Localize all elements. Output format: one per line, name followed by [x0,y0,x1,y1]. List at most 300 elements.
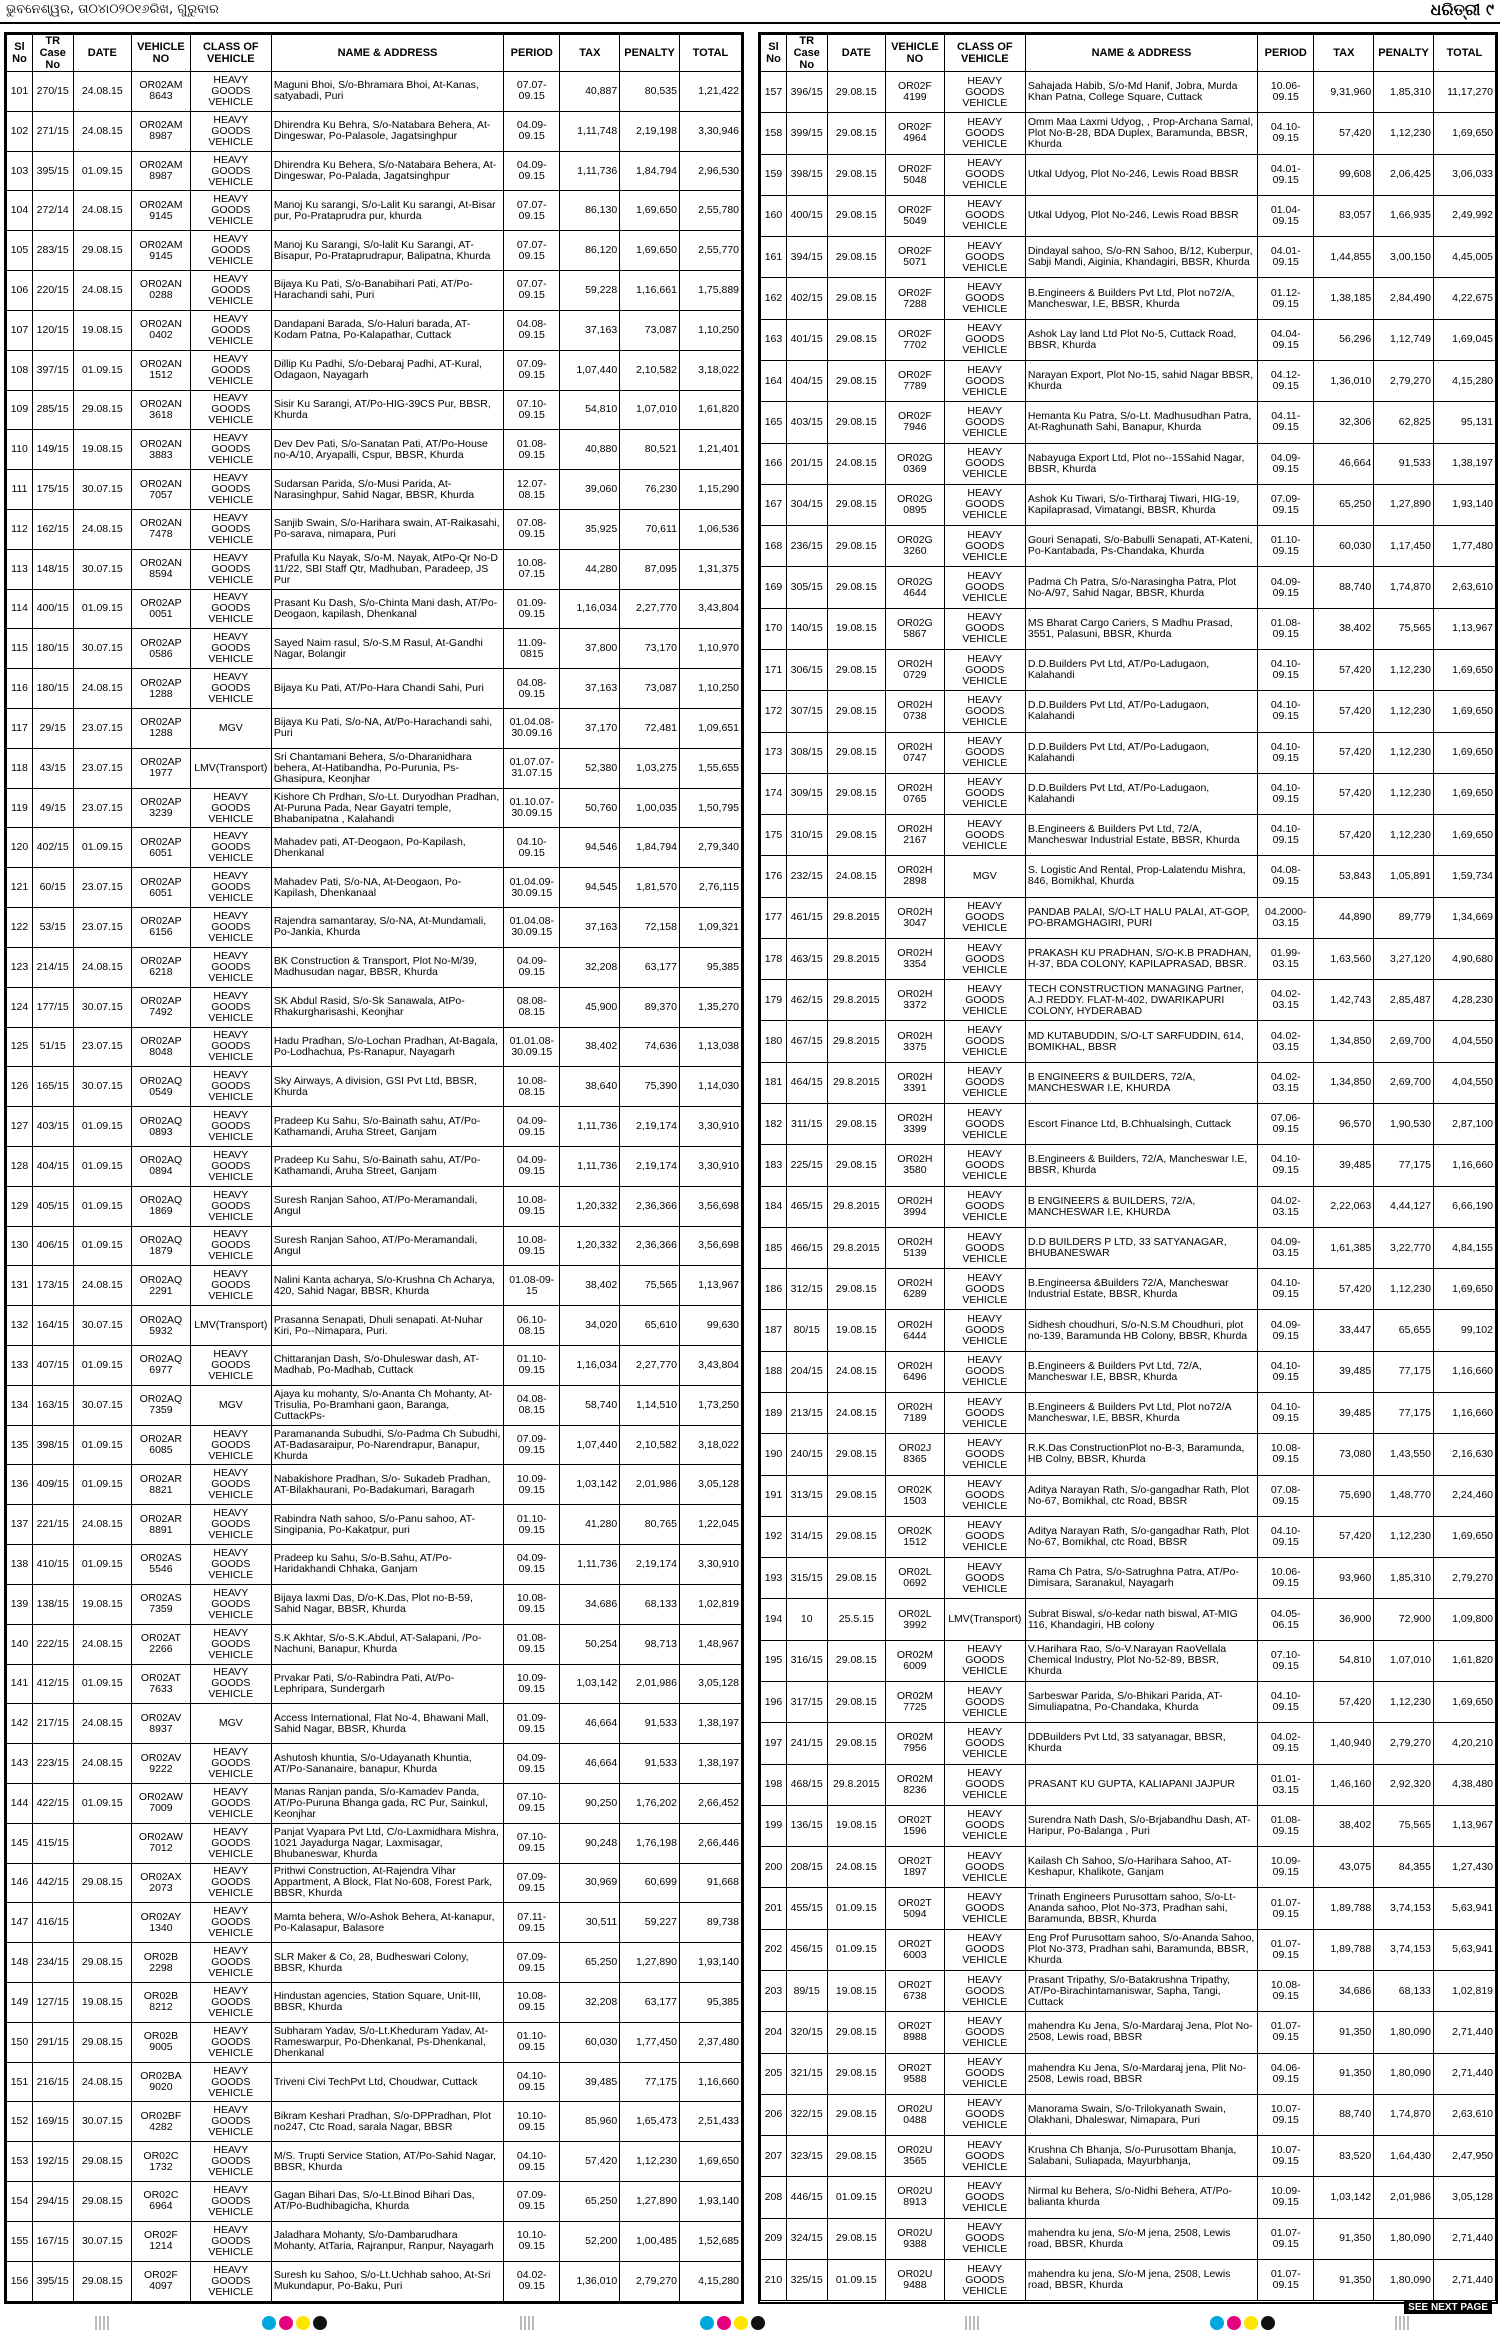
cell-vehicle-no: OR02H 6496 [886,1351,945,1392]
cell-sl-no: 202 [761,1929,787,1970]
cell-penalty: 1,14,510 [620,1385,680,1425]
cell-total: 4,15,280 [679,2261,741,2301]
cell-sl-no: 122 [7,908,33,948]
cell-vehicle-class: LMV(Transport) [190,748,271,788]
cell-vehicle-no: OR02AN 3883 [132,430,191,470]
cell-period: 10.08-09.15 [504,1186,560,1226]
cell-tax: 45,900 [560,987,620,1027]
cell-period: 07.09-09.15 [504,1425,560,1465]
cell-vehicle-class: HEAVY GOODS VEHICLE [190,908,271,948]
cell-tax: 1,11,736 [560,151,620,191]
cell-name-address: Trinath Engineers Purusottam sahoo, S/o-Lt-Ananda sahoo, Plot No-373, Pradhan sahi, Baramunda, BBSR, Khurda [1025,1888,1257,1929]
cell-name-address: mahendra Ku Jena, S/o-Mardaraj Jena, Plot No-2508, Lewis road, BBSR [1025,2012,1257,2053]
cell-penalty: 1,80,090 [1374,2012,1434,2053]
cell-name-address: Sisir Ku Sarangi, AT/Po-HIG-39CS Pur, BBSR, Khurda [271,390,503,430]
cell-name-address: PANDAB PALAI, S/O-LT HALU PALAI, AT-GOP, PO-BRAMGHAGIRI, PURI [1025,897,1257,938]
cell-name-address: TECH CONSTRUCTION MANAGING Partner, A.J REDDY. FLAT-M-402, DWARIKAPURI COLONY, HYDERABAD [1025,980,1257,1021]
cell-tax: 90,248 [560,1823,620,1863]
table-row [761,2094,1496,2135]
cell-vehicle-no: OR02F 4199 [886,72,945,113]
table-row [761,2136,1496,2177]
cell-sl-no: 180 [761,1021,787,1062]
cell-penalty: 2,85,487 [1374,980,1434,1021]
cell-vehicle-class: HEAVY GOODS VEHICLE [944,526,1025,567]
cell-vehicle-class: HEAVY GOODS VEHICLE [190,788,271,828]
cell-name-address: Manoj Ku sarangi, S/o-Lalit Ku sarangi, At-Bisar pur, Po-Prataprudra pur, khurda [271,191,503,231]
cell-tax: 1,07,440 [560,1425,620,1465]
cell-total: 1,21,422 [679,72,741,112]
cell-penalty: 65,610 [620,1306,680,1346]
cell-tax: 1,36,010 [1314,360,1374,401]
cell-name-address: Suresh Ranjan Sahoo, AT/Po-Meramandali, Angul [271,1226,503,1266]
cell-period: 01.10-09.15 [504,1346,560,1386]
cell-name-address: Kishore Ch Prdhan, S/o-Lt. Duryodhan Pradhan, At-Puruna Pada, Near Gayatri temple, Bhabanipatna , Kalahandi [271,788,503,828]
cell-vehicle-no: OR02AQ 6977 [132,1346,191,1386]
cell-date: 24.08.15 [73,111,132,151]
cell-vehicle-no: OR02H 3047 [886,897,945,938]
cell-vehicle-class: HEAVY GOODS VEHICLE [944,1681,1025,1722]
cell-date: 01.09.15 [73,1186,132,1226]
cell-sl-no: 199 [761,1805,787,1846]
cell-tax: 60,030 [560,2022,620,2062]
cell-vehicle-class: HEAVY GOODS VEHICLE [190,1027,271,1067]
cell-tax: 46,664 [560,1744,620,1784]
cell-tax: 1,34,850 [1314,1021,1374,1062]
cell-period: 01.08-09.15 [504,1624,560,1664]
header-tax: TAX [560,35,620,72]
cell-tax: 34,686 [560,1584,620,1624]
cell-vehicle-class: HEAVY GOODS VEHICLE [190,1505,271,1545]
cell-penalty: 72,900 [1374,1599,1434,1640]
cell-vehicle-no: OR02AQ 0894 [132,1146,191,1186]
cell-period: 04.10-09.15 [1258,732,1314,773]
cell-sl-no: 138 [7,1545,33,1585]
cell-tax: 94,545 [560,868,620,908]
cyan-dot-icon [1210,2316,1224,2330]
table-row [7,2182,742,2222]
cell-tax: 35,925 [560,509,620,549]
cell-vehicle-no: OR02AP 8048 [132,1027,191,1067]
cell-total: 1,55,655 [679,748,741,788]
cell-name-address: Manas Ranjan panda, S/o-Kamadev Panda, AT/Po-Puruna Bhanga gada, RC Pur, Sainkul, Keonjhar [271,1783,503,1823]
cell-period: 01.10.07-30.09.15 [504,788,560,828]
cell-period: 10.09-09.15 [1258,2177,1314,2218]
cell-date: 29.08.15 [827,2218,886,2259]
cyan-dot-icon [700,2316,714,2330]
cell-period: 01.08-09.15 [1258,608,1314,649]
table-row [7,191,742,231]
table-row [761,1186,1496,1227]
cell-total: 3,30,910 [679,1545,741,1585]
cell-vehicle-class: HEAVY GOODS VEHICLE [190,987,271,1027]
cell-period: 04.01-09.15 [1258,154,1314,195]
cell-period: 04.10-09.15 [504,2062,560,2102]
cell-tr-case-no: 175/15 [32,470,73,510]
cell-vehicle-class: HEAVY GOODS VEHICLE [944,1062,1025,1103]
cell-sl-no: 156 [7,2261,33,2301]
table-row [7,748,742,788]
table-row [761,237,1496,278]
cell-date: 29.08.15 [827,1516,886,1557]
cell-total: 1,61,820 [679,390,741,430]
cell-date: 01.09.15 [827,1888,886,1929]
table-row [761,1310,1496,1351]
cell-sl-no: 123 [7,947,33,987]
cell-period: 01.04.08-30.09.15 [504,908,560,948]
cell-penalty: 2,36,366 [620,1186,680,1226]
cell-vehicle-no: OR02AM 8643 [132,72,191,112]
cell-tr-case-no: 400/15 [786,195,827,236]
cell-sl-no: 203 [761,1970,787,2011]
cell-name-address: Mahadev pati, AT-Deogaon, Po-Kapilash, Dhenkanal [271,828,503,868]
cell-tr-case-no: 241/15 [786,1723,827,1764]
cell-date: 30.07.15 [73,1385,132,1425]
cell-sl-no: 144 [7,1783,33,1823]
table-row [7,390,742,430]
cell-tax: 1,63,560 [1314,938,1374,979]
cell-sl-no: 172 [761,691,787,732]
cell-date: 23.07.15 [73,709,132,749]
cell-penalty: 68,133 [620,1584,680,1624]
table-row [761,1558,1496,1599]
cell-tr-case-no: 80/15 [786,1310,827,1351]
cell-penalty: 1,16,661 [620,271,680,311]
cell-date: 29.08.15 [827,1145,886,1186]
cell-date: 19.08.15 [827,608,886,649]
cell-penalty: 77,175 [1374,1393,1434,1434]
cell-sl-no: 205 [761,2053,787,2094]
cell-name-address: Omm Maa Laxmi Udyog, , Prop-Archana Samal, Plot No-B-28, BDA Duplex, Baramunda, BBSR, Khurda [1025,113,1257,154]
cell-vehicle-no: OR02M 6009 [886,1640,945,1681]
cell-total: 1,38,197 [679,1744,741,1784]
cell-penalty: 1,81,570 [620,868,680,908]
cell-date: 24.08.15 [73,509,132,549]
cell-total: 1,09,800 [1433,1599,1495,1640]
cell-tax: 1,07,440 [560,350,620,390]
cell-vehicle-no: OR02H 2898 [886,856,945,897]
cell-date: 01.09.15 [73,589,132,629]
cell-date: 19.08.15 [73,430,132,470]
cell-vehicle-class: HEAVY GOODS VEHICLE [944,2053,1025,2094]
cell-tr-case-no: 53/15 [32,908,73,948]
cell-tr-case-no: 402/15 [32,828,73,868]
header-sl-no: Sl No [761,35,787,72]
cell-period: 04.09-09.15 [504,1107,560,1147]
cell-name-address: Eng Prof Purusottam sahoo, S/o-Ananda Sahoo, Plot No-373, Pradhan sahi, Baramunda, BBSR, Khurda [1025,1929,1257,1970]
cell-total: 1,13,967 [1433,1805,1495,1846]
cell-name-address: MD KUTABUDDIN, S/O-LT SARFUDDIN, 614, BOMIKHAL, BBSR [1025,1021,1257,1062]
cell-tr-case-no: 140/15 [786,608,827,649]
cell-vehicle-class: HEAVY GOODS VEHICLE [944,484,1025,525]
cell-tr-case-no: 442/15 [32,1863,73,1903]
cell-total: 1,02,819 [1433,1970,1495,2011]
cell-period: 04.09-09.15 [504,1545,560,1585]
cell-penalty: 91,533 [1374,443,1434,484]
cell-vehicle-class: HEAVY GOODS VEHICLE [190,1266,271,1306]
cell-vehicle-no: OR02T 1897 [886,1847,945,1888]
cell-tr-case-no: 291/15 [32,2022,73,2062]
cell-sl-no: 140 [7,1624,33,1664]
cell-period: 07.10-09.15 [504,1783,560,1823]
cell-period: 07.10-09.15 [1258,1640,1314,1681]
cell-tax: 65,250 [1314,484,1374,525]
cell-vehicle-no: OR02U 0488 [886,2094,945,2135]
cell-tr-case-no: 316/15 [786,1640,827,1681]
cell-vehicle-no: OR02AQ 1879 [132,1226,191,1266]
cell-vehicle-class: HEAVY GOODS VEHICLE [190,430,271,470]
cell-tr-case-no: 213/15 [786,1393,827,1434]
cell-period: 04.06-09.15 [1258,2053,1314,2094]
cell-sl-no: 159 [761,154,787,195]
cell-date: 23.07.15 [73,1027,132,1067]
cell-vehicle-class: HEAVY GOODS VEHICLE [944,1805,1025,1846]
cell-vehicle-class: HEAVY GOODS VEHICLE [944,1434,1025,1475]
cell-tr-case-no: 43/15 [32,748,73,788]
cell-vehicle-class: HEAVY GOODS VEHICLE [944,443,1025,484]
cell-vehicle-class: HEAVY GOODS VEHICLE [190,1425,271,1465]
cell-vehicle-class: MGV [190,1385,271,1425]
cell-tax: 37,163 [560,310,620,350]
cell-penalty: 1,12,230 [1374,1681,1434,1722]
cell-penalty: 1,80,090 [1374,2218,1434,2259]
cell-vehicle-class: HEAVY GOODS VEHICLE [190,1226,271,1266]
cell-total: 4,20,210 [1433,1723,1495,1764]
cell-vehicle-no: OR02M 7725 [886,1681,945,1722]
cell-sl-no: 191 [761,1475,787,1516]
table-row [7,1425,742,1465]
header-tr-case-no: TR Case No [786,35,827,72]
cell-penalty: 1,12,230 [1374,773,1434,814]
cell-sl-no: 121 [7,868,33,908]
cell-vehicle-no: OR02G 0369 [886,443,945,484]
cell-vehicle-class: HEAVY GOODS VEHICLE [190,271,271,311]
cell-tr-case-no: 225/15 [786,1145,827,1186]
cell-date: 01.09.15 [73,1664,132,1704]
table-row [7,1983,742,2023]
cell-total: 1,16,660 [1433,1351,1495,1392]
cell-tax: 30,969 [560,1863,620,1903]
table-row [7,1903,742,1943]
cell-penalty: 2,92,320 [1374,1764,1434,1805]
cell-penalty: 2,19,174 [620,1107,680,1147]
cell-total: 1,15,290 [679,470,741,510]
cell-tax: 1,11,736 [560,1545,620,1585]
cell-vehicle-class: HEAVY GOODS VEHICLE [190,191,271,231]
cell-total: 1,10,970 [679,629,741,669]
cell-period: 10.06-09.15 [1258,1558,1314,1599]
cell-name-address: Manorama Swain, S/o-Trilokyanath Swain, Olakhani, Dhaleswar, Nimapara, Puri [1025,2094,1257,2135]
cell-tr-case-no: 148/15 [32,549,73,589]
cell-total: 2,63,610 [1433,567,1495,608]
cell-date: 29.08.15 [827,484,886,525]
cell-name-address: Nabakishore Pradhan, S/o- Sukadeb Pradhan, AT-Bilakhaurani, Po-Badakumari, Baragarh [271,1465,503,1505]
table-row [761,1599,1496,1640]
cell-total: 1,93,140 [1433,484,1495,525]
cell-vehicle-no: OR02T 6738 [886,1970,945,2011]
cell-date: 25.5.15 [827,1599,886,1640]
cell-vehicle-class: HEAVY GOODS VEHICLE [944,1516,1025,1557]
cell-total: 11,17,270 [1433,72,1495,113]
cell-period: 04.10-09.15 [1258,1516,1314,1557]
cell-name-address: Sky Airways, A division, GSI Pvt Ltd, BBSR, Khurda [271,1067,503,1107]
cell-date: 29.08.15 [827,1681,886,1722]
cell-sl-no: 126 [7,1067,33,1107]
cell-vehicle-no: OR02H 5139 [886,1227,945,1268]
cell-total: 2,63,610 [1433,2094,1495,2135]
cell-penalty: 62,825 [1374,402,1434,443]
cell-vehicle-no: OR02AY 1340 [132,1903,191,1943]
cell-name-address: R.K.Das ConstructionPlot no-B-3, Baramunda, HB Colny, BBSR, Khurda [1025,1434,1257,1475]
cell-vehicle-class: HEAVY GOODS VEHICLE [944,1021,1025,1062]
cell-tr-case-no: 396/15 [786,72,827,113]
table-row [7,709,742,749]
cell-period: 01.99-03.15 [1258,938,1314,979]
cell-sl-no: 104 [7,191,33,231]
cell-sl-no: 128 [7,1146,33,1186]
cell-tax: 39,485 [1314,1145,1374,1186]
cell-tax: 65,250 [560,2182,620,2222]
cell-name-address: mahendra ku jena, S/o-M jena, 2508, Lewis road, BBSR, Khurda [1025,2259,1257,2300]
cell-total: 1,69,650 [1433,773,1495,814]
cell-vehicle-no: OR02U 9488 [886,2259,945,2300]
header-vehicle-no: VEHICLE NO [132,35,191,72]
cell-tax: 39,485 [560,2062,620,2102]
cell-vehicle-no: OR02AQ 0893 [132,1107,191,1147]
cell-vehicle-no: OR02AP 6156 [132,908,191,948]
cell-period: 04.10-09.15 [1258,1145,1314,1186]
cell-total: 3,18,022 [679,350,741,390]
cell-vehicle-class: HEAVY GOODS VEHICLE [944,237,1025,278]
cell-penalty: 84,355 [1374,1847,1434,1888]
cell-vehicle-no: OR02AP 0051 [132,589,191,629]
cell-vehicle-class: HEAVY GOODS VEHICLE [944,1929,1025,1970]
cell-total: 3,18,022 [679,1425,741,1465]
cell-total: 2,24,460 [1433,1475,1495,1516]
cell-total: 3,56,698 [679,1226,741,1266]
cell-total: 1,38,197 [679,1704,741,1744]
cell-date: 29.08.15 [827,2094,886,2135]
cell-tr-case-no: 446/15 [786,2177,827,2218]
cell-date: 23.07.15 [73,788,132,828]
cell-sl-no: 127 [7,1107,33,1147]
cell-period: 07.07-09.15 [504,191,560,231]
cell-total: 99,102 [1433,1310,1495,1351]
cell-name-address: Gagan Bihari Das, S/o-Lt.Binod Bihari Das, AT/Po-Budhibagicha, Khurda [271,2182,503,2222]
cell-tr-case-no: 165/15 [32,1067,73,1107]
cell-vehicle-no: OR02AN 7478 [132,509,191,549]
cell-name-address: PRASANT KU GUPTA, KALIAPANI JAJPUR [1025,1764,1257,1805]
cell-total: 3,05,128 [1433,2177,1495,2218]
cell-date: 24.08.15 [73,1704,132,1744]
cell-vehicle-class: HEAVY GOODS VEHICLE [190,1465,271,1505]
cell-period: 01.04-09.15 [1258,195,1314,236]
cell-date: 24.08.15 [73,72,132,112]
cell-vehicle-class: HEAVY GOODS VEHICLE [190,2062,271,2102]
cell-date: 01.09.15 [73,1465,132,1505]
cell-period: 04.02-09.15 [1258,1723,1314,1764]
cell-date: 24.08.15 [73,2062,132,2102]
table-row [761,691,1496,732]
cell-vehicle-class: HEAVY GOODS VEHICLE [944,567,1025,608]
cell-vehicle-class: HEAVY GOODS VEHICLE [190,828,271,868]
cell-vehicle-no: OR02F 1214 [132,2221,191,2261]
table-header-row [761,35,1496,72]
cell-period: 04.08-08.15 [504,1385,560,1425]
cell-name-address: Ashok Lay land Ltd Plot No-5, Cuttack Road, BBSR, Khurda [1025,319,1257,360]
cell-total: 3,05,128 [679,1465,741,1505]
cell-sl-no: 162 [761,278,787,319]
cell-name-address: Sanjib Swain, S/o-Harihara swain, AT-Raikasahi, Po-sarava, nimapara, Puri [271,509,503,549]
cell-date: 29.08.15 [827,154,886,195]
cell-vehicle-no: OR02AP 0586 [132,629,191,669]
cell-sl-no: 187 [761,1310,787,1351]
cell-sl-no: 154 [7,2182,33,2222]
cell-name-address: Rama Ch Patra, S/o-Satrughna Patra, AT/Po-Dimisara, Saranakul, Nayagarh [1025,1558,1257,1599]
cell-penalty: 2,19,174 [620,1545,680,1585]
cell-date: 24.08.15 [827,1847,886,1888]
cell-vehicle-no: OR02M 8236 [886,1764,945,1805]
cell-name-address: B.Engineersa &Builders 72/A, Mancheswar Industrial Estate, BBSR, Khurda [1025,1269,1257,1310]
cell-total: 2,96,530 [679,151,741,191]
cell-penalty: 72,481 [620,709,680,749]
cell-tax: 50,254 [560,1624,620,1664]
cell-tr-case-no: 323/15 [786,2136,827,2177]
cell-tax: 1,44,855 [1314,237,1374,278]
cell-vehicle-class: HEAVY GOODS VEHICLE [944,691,1025,732]
cell-penalty: 1,84,794 [620,151,680,191]
cell-penalty: 87,095 [620,549,680,589]
cell-vehicle-class: HEAVY GOODS VEHICLE [944,1558,1025,1599]
cell-name-address: Suresh ku Sahoo, S/o-Lt.Uchhab sahoo, At-Sri Mukundapur, Po-Baku, Puri [271,2261,503,2301]
cell-vehicle-class: LMV(Transport) [944,1599,1025,1640]
cell-date: 19.08.15 [827,1970,886,2011]
cell-total: 1,59,734 [1433,856,1495,897]
magenta-dot-icon [1227,2316,1241,2330]
cell-total: 1,38,197 [1433,443,1495,484]
cell-sl-no: 109 [7,390,33,430]
cell-date: 24.08.15 [73,947,132,987]
table-row [7,1624,742,1664]
cell-tr-case-no: 404/15 [32,1146,73,1186]
table-row [7,1306,742,1346]
cell-vehicle-class: HEAVY GOODS VEHICLE [944,1227,1025,1268]
cell-vehicle-class: HEAVY GOODS VEHICLE [190,310,271,350]
cell-period: 10.09-09.15 [1258,1847,1314,1888]
cell-tr-case-no: 314/15 [786,1516,827,1557]
cell-penalty: 2,69,700 [1374,1062,1434,1103]
cell-date: 29.08.15 [827,319,886,360]
cell-tax: 41,280 [560,1505,620,1545]
cell-penalty: 1,90,530 [1374,1104,1434,1145]
cell-penalty: 1,66,935 [1374,195,1434,236]
cell-penalty: 2,10,582 [620,1425,680,1465]
cell-tr-case-no: 456/15 [786,1929,827,1970]
cell-date: 30.07.15 [73,1306,132,1346]
cell-date: 01.09.15 [73,1226,132,1266]
cell-vehicle-no: OR02AP 1288 [132,669,191,709]
cell-total: 4,45,005 [1433,237,1495,278]
cell-name-address: Hemanta Ku Patra, S/o-Lt. Madhusudhan Patra, At-Raghunath Sahi, Banapur, Khurda [1025,402,1257,443]
cell-date: 29.08.15 [827,402,886,443]
cell-name-address: Dindayal sahoo, S/o-RN Sahoo, B/12, Kuberpur, Sabji Mandi, Aiginia, Khandagiri, BBSR, Khurda [1025,237,1257,278]
cell-date: 29.08.15 [827,2012,886,2053]
registration-bar-icon [965,2316,979,2330]
header-penalty: PENALTY [1374,35,1434,72]
table-row [7,310,742,350]
table-row [7,1704,742,1744]
cell-penalty: 63,177 [620,947,680,987]
cell-name-address: PRAKASH KU PRADHAN, S/O-K.B PRADHAN, H-37, BDA COLONY, KAPILAPRASAD, BBSR. [1025,938,1257,979]
